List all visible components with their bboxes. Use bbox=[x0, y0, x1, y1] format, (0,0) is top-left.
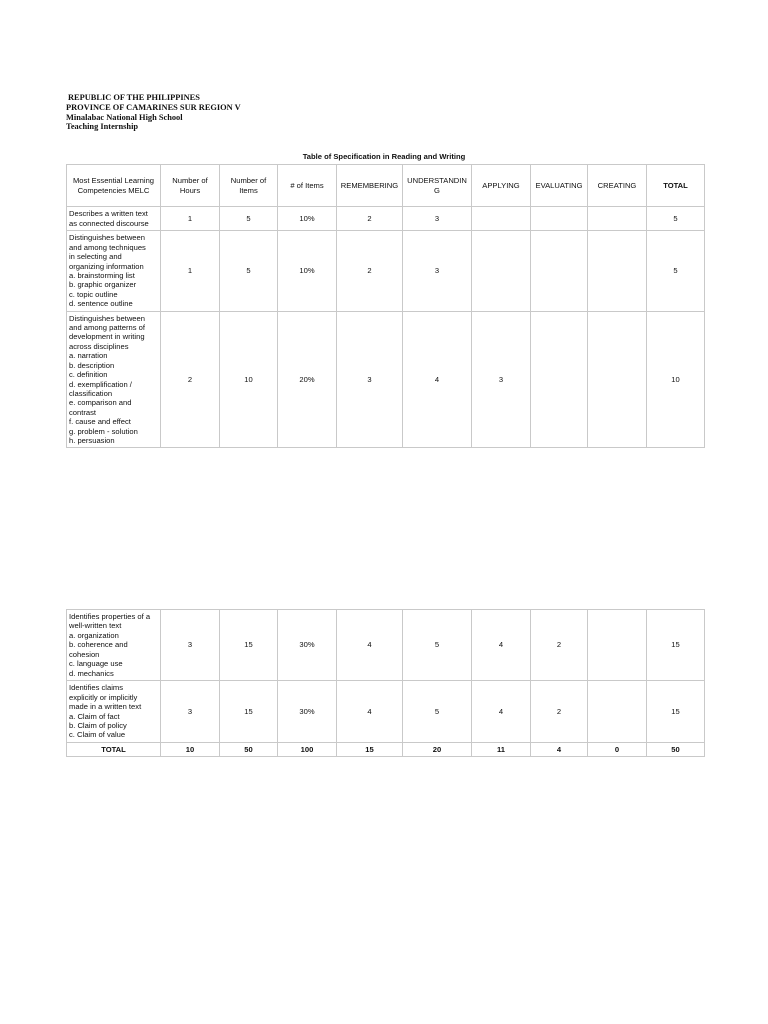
understanding-cell: 5 bbox=[403, 610, 472, 681]
col-header-understanding: UNDERSTANDIN G bbox=[403, 165, 472, 207]
evaluating-cell bbox=[531, 312, 588, 448]
total-cell: 5 bbox=[647, 231, 705, 312]
header-program: Teaching Internship bbox=[66, 122, 139, 132]
competency-cell bbox=[67, 681, 161, 743]
remembering-cell: 2 bbox=[337, 207, 403, 231]
creating-cell bbox=[588, 231, 647, 312]
hours-cell: 3 bbox=[161, 610, 220, 681]
col-header-percent: # of Items bbox=[278, 165, 337, 207]
table-row bbox=[67, 231, 705, 312]
competency-line: a. organization bbox=[69, 630, 119, 640]
col-header-total: TOTAL bbox=[647, 165, 705, 207]
competency-cell bbox=[67, 231, 161, 312]
table-row bbox=[67, 207, 705, 231]
items-cell: 10 bbox=[220, 312, 278, 448]
evaluating-cell: 2 bbox=[531, 681, 588, 743]
col-header-hours: Number of Hours bbox=[161, 165, 220, 207]
remembering-cell: 3 bbox=[337, 312, 403, 448]
evaluating-cell bbox=[531, 207, 588, 231]
total-hours-cell: 10 bbox=[161, 743, 220, 757]
competency-line: c. topic outline bbox=[69, 289, 118, 299]
competency-line: in selecting and bbox=[69, 252, 122, 262]
header-school: Minalabac National High School bbox=[66, 112, 183, 122]
remembering-cell: 4 bbox=[337, 610, 403, 681]
remembering-cell: 4 bbox=[337, 681, 403, 743]
competency-cell bbox=[67, 610, 161, 681]
competency-line: as connected discourse bbox=[69, 218, 149, 228]
competency-cell bbox=[67, 312, 161, 448]
table-row bbox=[67, 610, 705, 681]
col-header-remembering: REMEMBERING bbox=[337, 165, 403, 207]
total-percent-cell: 100 bbox=[278, 743, 337, 757]
table-row bbox=[67, 681, 705, 743]
competency-line: and among patterns of bbox=[69, 323, 145, 333]
competency-line: g. problem - solution bbox=[69, 426, 138, 436]
applying-cell bbox=[472, 207, 531, 231]
competency-line: d. sentence outline bbox=[69, 299, 133, 309]
competency-line: d. exemplification / bbox=[69, 379, 132, 389]
competency-line: across disciplines bbox=[69, 341, 129, 351]
competency-line: Identifies properties of a bbox=[69, 612, 151, 622]
total-cell: 15 bbox=[647, 681, 705, 743]
competency-line: h. persuasion bbox=[69, 435, 115, 445]
competency-line: development in writing bbox=[69, 332, 145, 342]
tos-table-part-2 bbox=[66, 609, 705, 757]
remembering-cell: 2 bbox=[337, 231, 403, 312]
items-cell: 15 bbox=[220, 610, 278, 681]
percent-cell: 20% bbox=[278, 312, 337, 448]
hours-cell: 2 bbox=[161, 312, 220, 448]
competency-line: and among techniques bbox=[69, 242, 146, 252]
competency-line: c. Claim of value bbox=[69, 730, 126, 740]
understanding-cell: 5 bbox=[403, 681, 472, 743]
total-understanding-cell: 20 bbox=[403, 743, 472, 757]
col-header-items: Number of Items bbox=[220, 165, 278, 207]
competency-cell bbox=[67, 207, 161, 231]
total-evaluating-cell: 4 bbox=[531, 743, 588, 757]
total-label-cell: TOTAL bbox=[67, 743, 161, 757]
competency-line: f. cause and effect bbox=[69, 417, 131, 427]
competency-line: Distinguishes between bbox=[69, 313, 145, 323]
understanding-cell: 3 bbox=[403, 231, 472, 312]
applying-cell: 4 bbox=[472, 610, 531, 681]
competency-line: d. mechanics bbox=[69, 668, 114, 678]
total-items-cell: 50 bbox=[220, 743, 278, 757]
competency-line: e. comparison and bbox=[69, 398, 132, 408]
items-cell: 5 bbox=[220, 231, 278, 312]
applying-cell: 3 bbox=[472, 312, 531, 448]
competency-line: Distinguishes between bbox=[69, 233, 145, 243]
header-republic: REPUBLIC OF THE PHILIPPINES bbox=[68, 93, 200, 102]
competency-line: cohesion bbox=[69, 649, 100, 659]
understanding-cell: 4 bbox=[403, 312, 472, 448]
applying-cell bbox=[472, 231, 531, 312]
table-header-row bbox=[67, 165, 705, 207]
percent-cell: 10% bbox=[278, 207, 337, 231]
total-cell: 5 bbox=[647, 207, 705, 231]
competency-line: c. definition bbox=[69, 370, 108, 380]
total-creating-cell: 0 bbox=[588, 743, 647, 757]
items-cell: 15 bbox=[220, 681, 278, 743]
competency-line: a. narration bbox=[69, 351, 108, 361]
competency-line: b. coherence and bbox=[69, 640, 128, 650]
competency-line: c. language use bbox=[69, 659, 123, 669]
table-total-row bbox=[67, 743, 705, 757]
creating-cell bbox=[588, 610, 647, 681]
competency-line: Describes a written text bbox=[69, 209, 148, 219]
competency-line: classification bbox=[69, 388, 113, 398]
competency-line: made in a written text bbox=[69, 702, 142, 712]
competency-line: b. graphic organizer bbox=[69, 280, 137, 290]
creating-cell bbox=[588, 312, 647, 448]
items-cell: 5 bbox=[220, 207, 278, 231]
competency-line: a. brainstorming list bbox=[69, 271, 135, 280]
grand-total-cell: 50 bbox=[647, 743, 705, 757]
col-header-applying: APPLYING bbox=[472, 165, 531, 207]
creating-cell bbox=[588, 681, 647, 743]
percent-cell: 10% bbox=[278, 231, 337, 312]
competency-line: explicitly or implicitly bbox=[69, 692, 138, 702]
col-header-creating: CREATING bbox=[588, 165, 647, 207]
competency-line: a. Claim of fact bbox=[69, 711, 120, 721]
tos-table-part-1 bbox=[66, 164, 705, 448]
understanding-cell: 3 bbox=[403, 207, 472, 231]
percent-cell: 30% bbox=[278, 681, 337, 743]
competency-line: contrast bbox=[69, 407, 97, 417]
competency-line: organizing information bbox=[69, 261, 144, 271]
competency-line: Identifies claims bbox=[69, 683, 124, 693]
col-header-evaluating: EVALUATING bbox=[531, 165, 588, 207]
evaluating-cell: 2 bbox=[531, 610, 588, 681]
total-remembering-cell: 15 bbox=[337, 743, 403, 757]
applying-cell: 4 bbox=[472, 681, 531, 743]
evaluating-cell bbox=[531, 231, 588, 312]
col-header-competency: Most Essential Learning Competencies MELC bbox=[67, 165, 161, 207]
hours-cell: 3 bbox=[161, 681, 220, 743]
document-header bbox=[66, 93, 241, 132]
total-cell: 15 bbox=[647, 610, 705, 681]
total-cell: 10 bbox=[647, 312, 705, 448]
competency-line: b. Claim of policy bbox=[69, 720, 127, 730]
competency-line: b. description bbox=[69, 360, 115, 370]
header-province: PROVINCE OF CAMARINES SUR REGION V bbox=[66, 102, 241, 112]
hours-cell: 1 bbox=[161, 231, 220, 312]
competency-line: well-written text bbox=[69, 621, 122, 631]
percent-cell: 30% bbox=[278, 610, 337, 681]
hours-cell: 1 bbox=[161, 207, 220, 231]
creating-cell bbox=[588, 207, 647, 231]
total-applying-cell: 11 bbox=[472, 743, 531, 757]
table-row bbox=[67, 312, 705, 448]
table-title: Table of Specification in Reading and Writing bbox=[302, 152, 466, 161]
